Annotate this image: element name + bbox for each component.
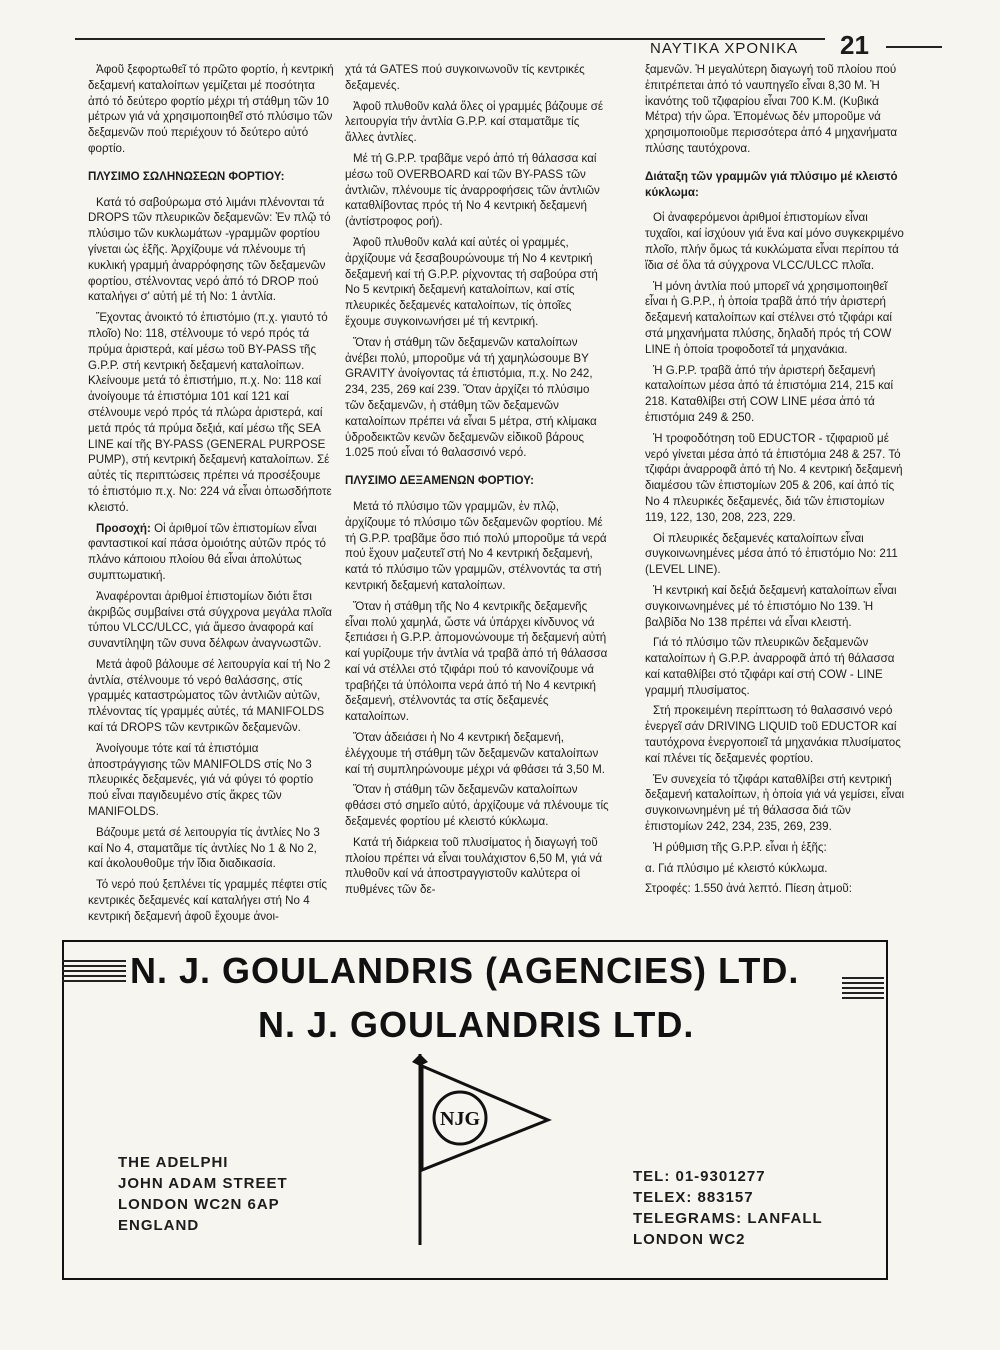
decorative-hatch-left: [62, 960, 126, 984]
paragraph: Ἀφοῦ πλυθοῦν καλά ὅλες οἱ γραμμές βάζουμε σέ λειτουργία τήν ἀντλία G.P.P. καί σταματᾶμε τίς ἄλλες ἀντλίες.: [345, 99, 604, 145]
address-line: THE ADELPHI: [118, 1154, 229, 1171]
paragraph: ξαμενῶν. Ἡ μεγαλύτερη διαγωγή τοῦ πλοίου πού ἐπιτρέπεται ἀπό τό ναυπηγεῖο εἶναι 8,30 Μ. Ἡ ἱκανότης τοῦ τζιφαρίου εἶναι 700 Κ.Μ. (Κυβικά Μέτρα) τήν ὥρα. Ἐπομένως δέν μποροῦμε νά χρησιμοποιοῦμε περισσότερα ἀπό 4 μηχανήματα πλύσης ταυτόχρονα.: [645, 63, 898, 155]
paragraph: Ἀφοῦ πλυθοῦν καλά καί αὐτές οἱ γραμμές, ἀρχίζουμε νά ξεσαβουρώνουμε τή No 4 κεντρική δεξαμενή καί τή G.P.P. ρίχνοντας τή σαβούρα στή No 5 κεντρική δεξαμενή καταλοίπων, καί στίς πλευρικές δεξαμενές καταλοίπων, τίς ὁποῖες ἔχουμε συγκοινωνήσει μέ τή κεντρική.: [345, 235, 598, 328]
section-heading: Διάταξη τῶν γραμμῶν γιά πλύσιμο μέ κλειστό κύκλωμα:: [645, 169, 898, 199]
paragraph: Ὅταν ἡ στάθμη τῆς No 4 κεντρικῆς δεξαμενῆς εἶναι πολύ χαμηλά, ὥστε νά ὑπάρχει κίνδυνος νά ξεπιάσει ἡ G.P.P. ἀπομονώνουμε τή δεξαμενή αὐτή καί γυρίζουμε τήν ἀντλία νά τραβᾶ ἀπό τή θάλασσα καί νά στέλλει στό τζιφάρι πού τό κανονίζουμε νά τραβήζει τά ὑπόλοιπα νερά ἀπό τή No 4 κεντρική δεξαμενή, στέλνοντάς τα στίς δεξαμενές καταλοίπων.: [345, 599, 608, 724]
header-rule-right: [886, 46, 942, 48]
paragraph: Ἡ κεντρική καί δεξιά δεξαμενή καταλοίπων εἶναι συγκοινωνημένες μέ τό ἐπιστόμιο No 139. Ἡ βαλβίδα No 138 πρέπει νά εἶναι κλειστή.: [645, 583, 897, 629]
contact-line: TELEGRAMS: LANFALL: [633, 1210, 823, 1227]
pennant-flag-logo: [398, 1050, 558, 1250]
paragraph: Οἱ πλευρικές δεξαμενές καταλοίπων εἶναι συγκοινωνημένες μέσα ἀπό τό ἐπιστόμιο No: 211 (LEVEL LINE).: [645, 531, 898, 577]
contact-line: LONDON WC2: [633, 1231, 746, 1248]
address-line: LONDON WC2N 6AP: [118, 1196, 280, 1213]
paragraph: Ἔχοντας ἀνοικτό τό ἐπιστόμιο (π.χ. γιαυτό τό πλοῖο) No: 118, στέλνουμε τό νερό πρός τά πρύμα ἀριστερά, καί μέσω τοῦ BY-PASS τῆς G.P.P. στή κεντρική δεξαμενή καταλοίπων. Κλείνουμε μετά τό ἐπιστήμιο, π.χ. No: 118 καί ἀνοίγουμε τά ἐπιστόμια 101 καί 121 καί στέλνουμε νερό πρός τά πλώρα ἀριστερά, καί μετά πρός τά πρύμα δεξιά, καί μέσω τῆς SEA LINE καί τῆς BY-PASS (GENERAL PURPOSE PUMP), στή κεντρική δεξαμενή καταλοίπων. Σέ αὐτές τίς περιπτώσεις πρέπει νά προσέξουμε τό ἐπιστόμιο π.χ. No: 224 νά εἶναι ὁπωσδήποτε κλειστό.: [88, 311, 332, 514]
ad-contact-details: [633, 1166, 823, 1250]
paragraph: Μετά τό πλύσιμο τῶν γραμμῶν, ἐν πλῷ, ἀρχίζουμε τό πλύσιμο τῶν δεξαμενῶν φορτίου. Μέ τή G.P.P. τραβᾶμε ὅσο πιό πολύ μποροῦμε τά νερά πού ἔχουν μαζευτεῖ στή No 4 κεντρική δεξαμενή, κατά τό πλύσιμο τῶν γραμμῶν, στέλνοντάς τα στή κεντρική δεξαμενή καταλοίπων.: [345, 499, 607, 592]
paragraph: Ὅταν ἡ στάθμη τῶν δεξαμενῶν καταλοίπων φθάσει στό σημεῖο αὐτό, ἀρχίζουμε νά πλένουμε τίς δεξαμενές φορτίου μέ κλειστό κύκλωμα.: [345, 783, 609, 829]
paragraph: Μέ τή G.P.P. τραβᾶμε νερό ἀπό τή θάλασσα καί μέσω τοῦ OVERBOARD καί τῶν BY-PASS τῶν ἀντλιῶν, πλένουμε τίς ἀναρροφήσεις τῶν ἀντλιῶν καταθλίβοντας πρός τή No 4 κεντρική δεξαμενή (ἀντίστροφος ροή).: [345, 151, 600, 229]
paragraph-text: Οἱ ἀριθμοί τῶν ἐπιστομίων εἶναι φανταστικοί καί πάσα ὁμοιότης αὐτῶν πρός τό πλάνο κάποιου πλοίου θά εἶναι ἀπολύτως συμπτωματική.: [88, 521, 326, 582]
flag-pole-tip: [412, 1054, 428, 1066]
paragraph: Ἡ G.P.P. τραβᾶ ἀπό τήν ἀριστερή δεξαμενή καταλοίπων μέσα ἀπό τά ἐπιστόμια 214, 215 καί 218. Καταθλίβει στή COW LINE μέσα ἀπό τά ἐπιστόμια 249 & 250.: [645, 363, 894, 424]
paragraph: Ὅταν ἡ στάθμη τῶν δεξαμενῶν καταλοίπων ἀνέβει πολύ, μποροῦμε νά τή χαμηλώσουμε BY GRAVITY ἀνοίγοντας τά ἐπιστόμια, π.χ. No 242, 234, 235, 269 καί 239. Ὅταν ἀρχίζει τό πλύσιμο τῶν δεξαμενῶν, ἡ στάθμη τῶν δεξαμενῶν καταλοίπων πρέπει νά εἶναι 5 μέτρα, στή κλίμακα ὑδροδεικτῶν κενῶν δεξαμενῶν εἰδικοῦ βάρους 1.025 πού εἶναι τό θαλασσινό νερό.: [345, 335, 597, 460]
address-line: ENGLAND: [118, 1217, 200, 1234]
paragraph: Ἀναφέρονται ἀριθμοί ἐπιστομίων διότι ἔτσι ἀκριβῶς συμβαίνει στά σύγχρονα μεγάλα πλοῖα τύπου VLCC/ULCC, γιά ἄμεσο ἀναφορά καί συναντίληψη τῶν συνα δέλφων ἀναγνωστῶν.: [88, 589, 332, 651]
text-column-2: [345, 62, 610, 903]
ad-company-name-2: N. J. GOULANDRIS LTD.: [258, 1004, 695, 1045]
contact-line: TELEX: 883157: [633, 1189, 754, 1206]
paragraph: Ἡ τροφοδότηση τοῦ EDUCTOR - τζιφαριοῦ μέ νερό γίνεται μέσα ἀπό τά ἐπιστόμια 248 & 257. Τό τζιφάρι ἀναρροφᾶ ἀπό τή No. 4 κεντρική δεξαμενή διαμέσου τῶν ἐπιστομίων 205 & 206, καί ἀπό τίς No 4 πλευρικές δεξαμενές, διά τῶν ἐπιστομίων 119, 122, 130, 208, 223, 229.: [645, 431, 903, 524]
paragraph: Ἡ ρύθμιση τῆς G.P.P. εἶναι ἡ ἑξῆς:: [653, 840, 827, 854]
paragraph: Τό νερό πού ξεπλένει τίς γραμμές πέφτει στίς κεντρικές δεξαμενές καί καταλήγει στή No 4 κεντρική δεξαμενή ἀφοῦ ἔχουμε ἀνοι-: [88, 878, 327, 923]
section-heading: ΠΛΥΣΙΜΟ ΔΕΞΑΜΕΝΩΝ ΦΟΡΤΙΟΥ:: [345, 474, 534, 488]
paragraph: χτά τά GATES πού συγκοινωνοῦν τίς κεντρικές δεξαμενές.: [345, 63, 585, 92]
ad-company-name-1: N. J. GOULANDRIS (AGENCIES) LTD.: [130, 950, 800, 991]
ad-postal-address: [118, 1152, 288, 1236]
paragraph: Ἐν συνεχεία τό τζιφάρι καταθλίβει στή κεντρική δεξαμενή καταλοίπων, ἡ ὁποία γιά νά γεμίσει, εἶναι συγκοινωνημένη μέ τή θάλασσα διά τῶν ἐπιστομίων 242, 234, 235, 269, 239.: [645, 772, 905, 834]
paragraph: Οἱ ἀναφερόμενοι ἀριθμοί ἐπιστομίων εἶναι τυχαῖοι, καί ἰσχύουν γιά ἕνα καί μόνο συγκεκριμένο πλοῖο, πλήν ὅμως τά κυκλώματα εἶναι περίπου τά ἴδια σέ ὅλα τά σύγχρονα VLCC/ULCC πλοῖα.: [645, 211, 904, 272]
paragraph: Μετά ἀφοῦ βάλουμε σέ λειτουργία καί τή No 2 ἀντλία, στέλνουμε τό νερό θαλάσσης, στίς γραμμές καταστρώματος τῶν ἀντλιῶν αὐτῶν, πλένοντας τίς γραμμές αὐτές, τά MANIFOLDS καί τά DROPS τῶν κεντρικῶν δεξαμενῶν.: [88, 657, 331, 735]
paragraph: Κατά τό σαβούρωμα στό λιμάνι πλένονται τά DROPS τῶν πλευρικῶν δεξαμενῶν: Ἐν πλῷ τό πλύσιμο τῶν κυκλωμάτων -γραμμῶν φορτίου γίνεται ὡς ἑξῆς. Ἀρχίζουμε νά πλένουμε τή κυκλική γραμμή ἀναρρόφησης τῶν δεξαμενῶν φορτίου, στέλνοντας νερό ἀπό τό DROP πού καταλήγει σ' αὐτή μέ τή No: 1 ἀντλία.: [88, 195, 331, 304]
paragraph: [88, 521, 334, 584]
section-heading: ΠΛΥΣΙΜΟ ΣΩΛΗΝΩΣΕΩΝ ΦΟΡΤΙΟΥ:: [88, 169, 285, 183]
paragraph: Ἡ μόνη ἀντλία πού μπορεῖ νά χρησιμοποιηθεῖ εἶναι ἡ G.P.P., ἡ ὁποία τραβᾶ ἀπό τήν ἀριστερή δεξαμενή καταλοίπων καί στέλνει στό τζιφάρι καί στά μηχανήματα πλύσης, δηλαδή πρός τή COW LINE ἡ ὁποία τροφοδοτεῖ τά μηχανάκια.: [645, 279, 893, 356]
paragraph: α. Γιά πλύσιμο μέ κλειστό κύκλωμα.: [645, 861, 828, 875]
paragraph: Γιά τό πλύσιμο τῶν πλευρικῶν δεξαμενῶν καταλοίπων ἡ G.P.P. ἀναρροφᾶ ἀπό τή θάλασσα καί καταθλίβει στό τζιφάρι καί στή COW - LINE γραμμή πλυσίματος.: [645, 636, 895, 697]
paragraph: Στροφές: 1.550 ἀνά λεπτό. Πίεση ἀτμοῦ:: [645, 882, 852, 896]
masthead: ΝΑΥΤΙΚΑ ΧΡΟΝΙΚΑ: [650, 40, 799, 57]
paragraph: Ὅταν ἀδειάσει ἡ No 4 κεντρική δεξαμενή, ἐλέγχουμε τή στάθμη τῶν δεξαμενῶν καταλοίπων καί τή συμπληρώνουμε μέχρι νά φθάσει τά 3,50 Μ.: [345, 731, 605, 776]
paragraph: Ἀνοίγουμε τότε καί τά ἐπιστόμια ἀποστράγγισης τῶν MANIFOLDS στίς No 3 πλευρικές δεξαμενές, γιά νά φύγει τό φορτίο πού εἶναι παγιδευμένο στίς ἄκρες τῶν MANIFOLDS.: [88, 741, 314, 819]
page-number: 21: [840, 30, 869, 60]
paragraph: Βάζουμε μετά σέ λειτουργία τίς ἀντλίες No 3 καί No 4, σταματᾶμε τίς ἀντλίες No 1 & No 2, καί ἀκολουθοῦμε τήν ἴδια διαδικασία.: [88, 825, 320, 871]
paragraph: Κατά τή διάρκεια τοῦ πλυσίματος ἡ διαγωγή τοῦ πλοίου πρέπει νά εἶναι τουλάχιστον 6,50 Μ, γιά νά πλυθοῦν καί νά ἀποστραγγιστοῦν καλύτερα οἱ πυθμένες τῶν δε-: [345, 835, 603, 897]
text-column-1: [88, 62, 334, 930]
text-column-3: [645, 62, 907, 902]
paragraph: Στή προκειμένη περίπτωση τό θαλασσινό νερό ἐνεργεῖ σάν DRIVING LIQUID τοῦ EDUCTOR καί ταυτόχρονα ἐνεργοποιεῖ τά μηχανάκια πλυσίματος καί πλένει τίς δεξαμενές φορτίου.: [645, 704, 901, 765]
contact-line: TEL: 01-9301277: [633, 1168, 766, 1185]
decorative-hatch-right: [842, 977, 884, 1001]
bold-lead: Προσοχή:: [96, 521, 151, 535]
paragraph: Ἀφοῦ ξεφορτωθεῖ τό πρῶτο φορτίο, ἡ κεντρική δεξαμενή καταλοίπων γεμίζεται μέ ποσότητα ἀπό τό δεύτερο φορτίο μέχρι τή στάθμη τῶν 10 μέτρων γιά νά χρησιμοποιηθεῖ στό πλύσιμο τῶν δεξαμενῶν πού περιέχουν τό δεύτερο αὐτό φορτίο.: [88, 63, 334, 155]
logo-monogram: NJG: [440, 1108, 480, 1130]
address-line: JOHN ADAM STREET: [118, 1175, 288, 1192]
